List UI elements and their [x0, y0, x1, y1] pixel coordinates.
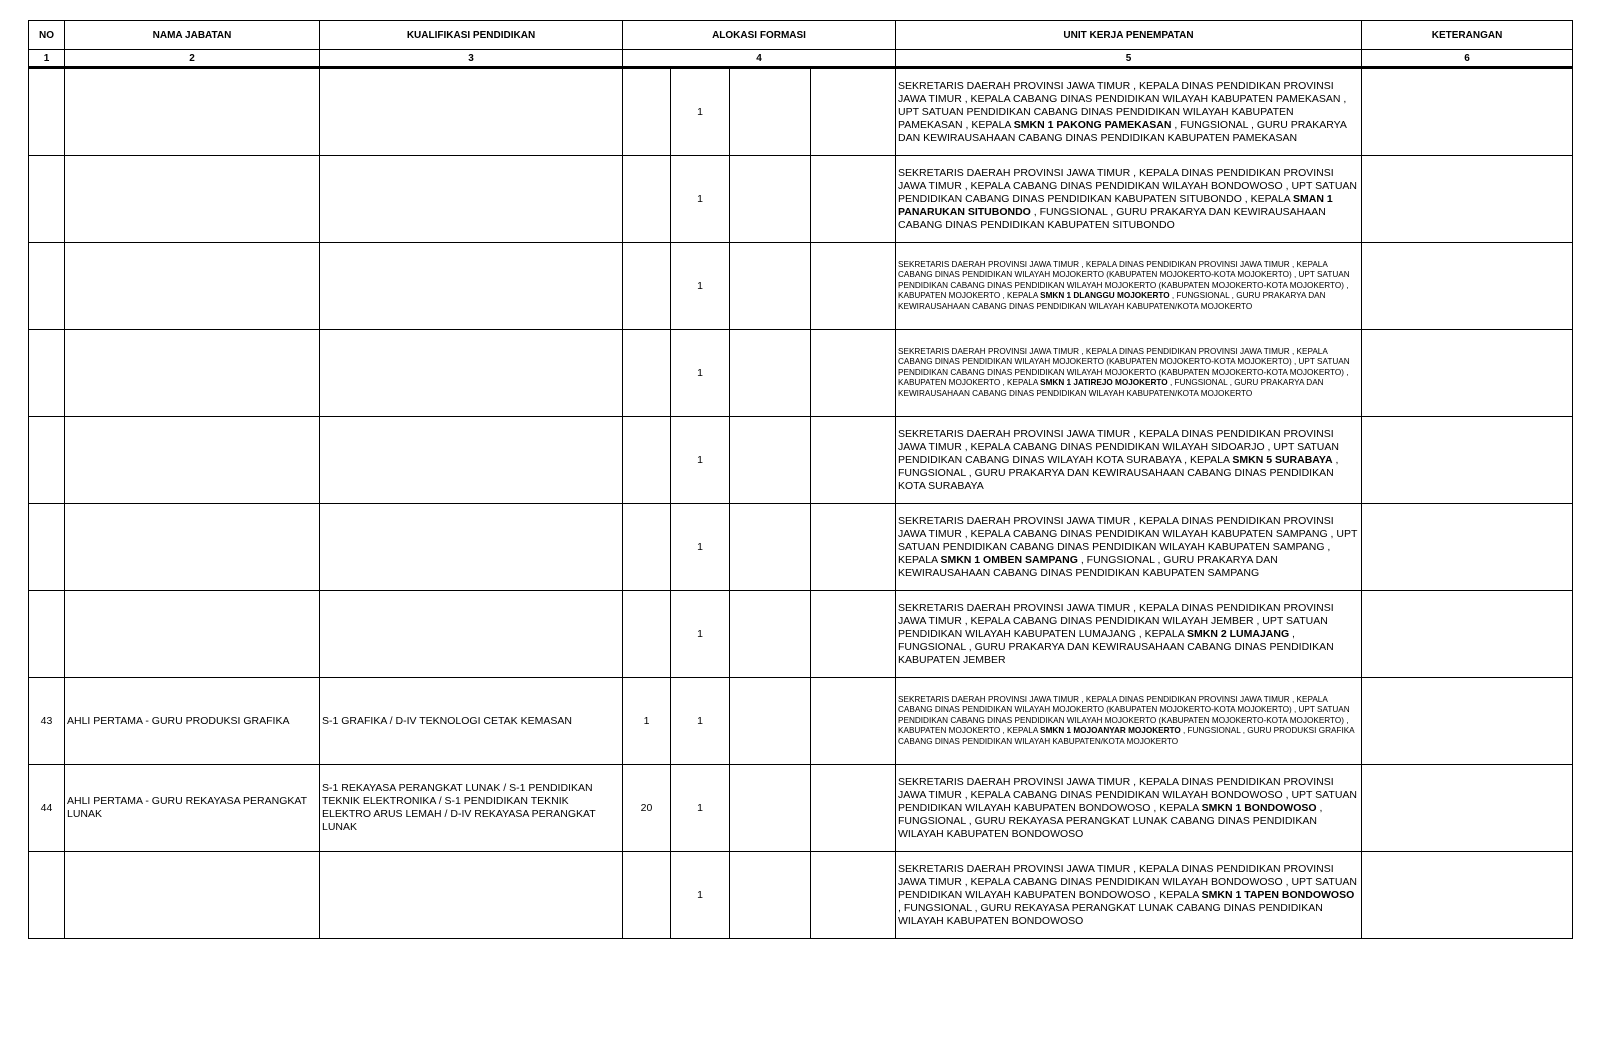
- column-number-row: [29, 50, 1573, 68]
- row-no: [29, 156, 65, 243]
- row-empty-cell: [811, 504, 896, 591]
- column-number: 5: [896, 50, 1362, 68]
- row-no: [29, 417, 65, 504]
- row-kualifikasi: S-1 REKAYASA PERANGKAT LUNAK / S-1 PENDIDIKAN TEKNIK ELEKTRONIKA / S-1 PENDIDIKAN TEKNIK ELEKTRO ARUS LEMAH / D-IV REKAYASA PERANGKAT LUNAK: [320, 765, 623, 852]
- row-alokasi: 1: [671, 852, 730, 939]
- unit-text: , FUNGSIONAL , GURU PRAKARYA DAN KEWIRAUSAHAAN CABANG DINAS PENDIDIKAN KABUPATEN JEMBER: [898, 627, 1334, 666]
- row-total-formasi: [623, 156, 671, 243]
- row-jabatan: [65, 591, 320, 678]
- row-empty-cell: [811, 330, 896, 417]
- unit-text: , FUNGSIONAL , GURU PRODUKSI GRAFIKA CABANG DINAS PENDIDIKAN WILAYAH KABUPATEN/KOTA MOJOKERTO: [898, 726, 1355, 746]
- row-no: [29, 504, 65, 591]
- row-kualifikasi: [320, 243, 623, 330]
- row-kualifikasi: [320, 330, 623, 417]
- column-number: 3: [320, 50, 623, 68]
- row-no: [29, 852, 65, 939]
- row-empty-cell: [811, 678, 896, 765]
- row-empty-cell: [730, 852, 811, 939]
- row-no: 44: [29, 765, 65, 852]
- row-keterangan: [1362, 504, 1573, 591]
- row-unit-kerja: [896, 417, 1362, 504]
- row-kualifikasi: [320, 504, 623, 591]
- header-no: NO: [29, 21, 65, 50]
- row-keterangan: [1362, 591, 1573, 678]
- row-empty-cell: [811, 417, 896, 504]
- unit-text: SEKRETARIS DAERAH PROVINSI JAWA TIMUR , KEPALA DINAS PENDIDIKAN PROVINSI JAWA TIMUR , KEPALA CABANG DINAS PENDIDIKAN WILAYAH BONDOWOSO , UPT SATUAN PENDIDIKAN WILAYAH KABUPATEN BONDOWOSO , KEPALA: [898, 775, 1357, 814]
- row-jabatan: AHLI PERTAMA - GURU PRODUKSI GRAFIKA: [65, 678, 320, 765]
- row-unit-kerja: [896, 156, 1362, 243]
- row-empty-cell: [730, 156, 811, 243]
- unit-text: , FUNGSIONAL , GURU PRAKARYA DAN KEWIRAUSAHAAN CABANG DINAS PENDIDIKAN WILAYAH KABUPATEN/KOTA MOJOKERTO: [898, 378, 1324, 398]
- row-unit-kerja: [896, 68, 1362, 156]
- row-empty-cell: [811, 68, 896, 156]
- column-number: 2: [65, 50, 320, 68]
- unit-text: , FUNGSIONAL , GURU REKAYASA PERANGKAT LUNAK CABANG DINAS PENDIDIKAN WILAYAH KABUPATEN BONDOWOSO: [898, 801, 1323, 840]
- unit-text: SEKRETARIS DAERAH PROVINSI JAWA TIMUR , KEPALA DINAS PENDIDIKAN PROVINSI JAWA TIMUR , KEPALA CABANG DINAS PENDIDIKAN WILAYAH SIDOARJO , UPT SATUAN PENDIDIKAN CABANG DINAS WILAYAH KOTA SURABAYA , KEPALA: [898, 427, 1339, 466]
- row-alokasi: 1: [671, 504, 730, 591]
- row-no: [29, 330, 65, 417]
- column-number: 6: [1362, 50, 1573, 68]
- row-alokasi: 1: [671, 591, 730, 678]
- row-alokasi: 1: [671, 156, 730, 243]
- row-alokasi: 1: [671, 678, 730, 765]
- row-unit-kerja: [896, 591, 1362, 678]
- row-alokasi: 1: [671, 243, 730, 330]
- row-jabatan: [65, 852, 320, 939]
- row-alokasi: 1: [671, 417, 730, 504]
- row-empty-cell: [811, 156, 896, 243]
- row-empty-cell: [730, 591, 811, 678]
- row-kualifikasi: S-1 GRAFIKA / D-IV TEKNOLOGI CETAK KEMASAN: [320, 678, 623, 765]
- unit-text: , FUNGSIONAL , GURU PRAKARYA DAN KEWIRAUSAHAAN CABANG DINAS PENDIDIKAN KABUPATEN SITUBONDO: [898, 205, 1326, 231]
- row-kualifikasi: [320, 591, 623, 678]
- table-row: [29, 678, 1573, 765]
- row-empty-cell: [811, 765, 896, 852]
- header-row: [29, 21, 1573, 50]
- row-alokasi: 1: [671, 68, 730, 156]
- row-kualifikasi: [320, 68, 623, 156]
- row-jabatan: [65, 68, 320, 156]
- row-keterangan: [1362, 330, 1573, 417]
- column-number: 4: [623, 50, 896, 68]
- table-row: [29, 504, 1573, 591]
- unit-text: SEKRETARIS DAERAH PROVINSI JAWA TIMUR , KEPALA DINAS PENDIDIKAN PROVINSI JAWA TIMUR , KEPALA CABANG DINAS PENDIDIKAN WILAYAH KABUPATEN PAMEKASAN , UPT SATUAN PENDIDIKAN CABANG DINAS PENDIDIKAN WILAYAH KABUPATEN PAMEKASAN , KEPALA: [898, 79, 1347, 131]
- row-unit-kerja: [896, 678, 1362, 765]
- school-name: SMKN 1 DLANGGU MOJOKERTO: [1040, 291, 1170, 301]
- column-number: 1: [29, 50, 65, 68]
- row-kualifikasi: [320, 852, 623, 939]
- row-empty-cell: [730, 68, 811, 156]
- unit-text: SEKRETARIS DAERAH PROVINSI JAWA TIMUR , KEPALA DINAS PENDIDIKAN PROVINSI JAWA TIMUR , KEPALA CABANG DINAS PENDIDIKAN WILAYAH KABUPATEN SAMPANG , UPT SATUAN PENDIDIKAN CABANG DINAS PENDIDIKAN WILAYAH KABUPATEN SAMPANG , KEPALA: [898, 514, 1358, 566]
- row-no: [29, 591, 65, 678]
- table-row: [29, 417, 1573, 504]
- school-name: SMKN 1 TAPEN BONDOWOSO: [1201, 888, 1355, 901]
- unit-text: SEKRETARIS DAERAH PROVINSI JAWA TIMUR , KEPALA DINAS PENDIDIKAN PROVINSI JAWA TIMUR , KEPALA CABANG DINAS PENDIDIKAN WILAYAH MOJOKERTO (KABUPATEN MOJOKERTO-KOTA MOJOKERTO) , UPT SATUAN PENDIDIKAN CABANG DINAS PENDIDIKAN WILAYAH MOJOKERTO (KABUPATEN MOJOKERTO-KOTA MOJOKERTO) , KABUPATEN MOJOKERTO , KEPALA: [898, 694, 1350, 736]
- row-total-formasi: 20: [623, 765, 671, 852]
- table-row: [29, 156, 1573, 243]
- row-jabatan: [65, 156, 320, 243]
- row-empty-cell: [730, 417, 811, 504]
- school-name: SMAN 1 PANARUKAN SITUBONDO: [898, 192, 1333, 218]
- row-no: 43: [29, 678, 65, 765]
- unit-text: SEKRETARIS DAERAH PROVINSI JAWA TIMUR , KEPALA DINAS PENDIDIKAN PROVINSI JAWA TIMUR , KEPALA CABANG DINAS PENDIDIKAN WILAYAH BONDOWOSO , UPT SATUAN PENDIDIKAN CABANG DINAS PENDIDIKAN KABUPATEN SITUBONDO , KEPALA: [898, 166, 1357, 205]
- school-name: SMKN 1 MOJOANYAR MOJOKERTO: [1040, 726, 1181, 736]
- row-empty-cell: [730, 243, 811, 330]
- school-name: SMKN 2 LUMAJANG: [1187, 627, 1290, 640]
- row-empty-cell: [730, 765, 811, 852]
- school-name: SMKN 1 JATIREJO MOJOKERTO: [1040, 378, 1168, 388]
- row-total-formasi: [623, 330, 671, 417]
- table-row: [29, 330, 1573, 417]
- row-total-formasi: [623, 504, 671, 591]
- row-unit-kerja: [896, 330, 1362, 417]
- row-total-formasi: [623, 68, 671, 156]
- school-name: SMKN 1 OMBEN SAMPANG: [940, 553, 1078, 566]
- unit-text: SEKRETARIS DAERAH PROVINSI JAWA TIMUR , KEPALA DINAS PENDIDIKAN PROVINSI JAWA TIMUR , KEPALA CABANG DINAS PENDIDIKAN WILAYAH MOJOKERTO (KABUPATEN MOJOKERTO-KOTA MOJOKERTO) , UPT SATUAN PENDIDIKAN CABANG DINAS PENDIDIKAN WILAYAH MOJOKERTO (KABUPATEN MOJOKERTO-KOTA MOJOKERTO) , KABUPATEN MOJOKERTO , KEPALA: [898, 259, 1350, 301]
- row-empty-cell: [811, 243, 896, 330]
- unit-text: , FUNGSIONAL , GURU PRAKARYA DAN KEWIRAUSAHAAN CABANG DINAS PENDIDIKAN KOTA SURABAYA: [898, 453, 1339, 492]
- row-unit-kerja: [896, 504, 1362, 591]
- table-row: [29, 243, 1573, 330]
- row-keterangan: [1362, 852, 1573, 939]
- row-keterangan: [1362, 243, 1573, 330]
- header-alokasi-formasi: ALOKASI FORMASI: [623, 21, 896, 50]
- formasi-table: [28, 20, 1573, 939]
- school-name: SMKN 1 BONDOWOSO: [1201, 801, 1317, 814]
- row-keterangan: [1362, 156, 1573, 243]
- unit-text: SEKRETARIS DAERAH PROVINSI JAWA TIMUR , KEPALA DINAS PENDIDIKAN PROVINSI JAWA TIMUR , KEPALA CABANG DINAS PENDIDIKAN WILAYAH JEMBER , UPT SATUAN PENDIDIKAN WILAYAH KABUPATEN LUMAJANG , KEPALA: [898, 601, 1334, 640]
- table-row: [29, 591, 1573, 678]
- header-keterangan: KETERANGAN: [1362, 21, 1573, 50]
- row-total-formasi: [623, 591, 671, 678]
- school-name: SMKN 1 PAKONG PAMEKASAN: [1013, 118, 1172, 131]
- school-name: SMKN 5 SURABAYA: [1232, 453, 1333, 466]
- row-empty-cell: [811, 591, 896, 678]
- unit-text: SEKRETARIS DAERAH PROVINSI JAWA TIMUR , KEPALA DINAS PENDIDIKAN PROVINSI JAWA TIMUR , KEPALA CABANG DINAS PENDIDIKAN WILAYAH BONDOWOSO , UPT SATUAN PENDIDIKAN WILAYAH KABUPATEN BONDOWOSO , KEPALA: [898, 862, 1357, 901]
- header-unit-kerja: UNIT KERJA PENEMPATAN: [896, 21, 1362, 50]
- row-total-formasi: 1: [623, 678, 671, 765]
- row-total-formasi: [623, 417, 671, 504]
- row-alokasi: 1: [671, 765, 730, 852]
- row-kualifikasi: [320, 156, 623, 243]
- row-jabatan: [65, 243, 320, 330]
- row-empty-cell: [811, 852, 896, 939]
- row-total-formasi: [623, 852, 671, 939]
- unit-text: SEKRETARIS DAERAH PROVINSI JAWA TIMUR , KEPALA DINAS PENDIDIKAN PROVINSI JAWA TIMUR , KEPALA CABANG DINAS PENDIDIKAN WILAYAH MOJOKERTO (KABUPATEN MOJOKERTO-KOTA MOJOKERTO) , UPT SATUAN PENDIDIKAN CABANG DINAS PENDIDIKAN WILAYAH MOJOKERTO (KABUPATEN MOJOKERTO-KOTA MOJOKERTO) , KABUPATEN MOJOKERTO , KEPALA: [898, 346, 1350, 388]
- row-no: [29, 243, 65, 330]
- unit-text: , FUNGSIONAL , GURU PRAKARYA DAN KEWIRAUSAHAAN CABANG DINAS PENDIDIKAN KABUPATEN SAMPANG: [898, 553, 1278, 579]
- row-unit-kerja: [896, 243, 1362, 330]
- row-alokasi: 1: [671, 330, 730, 417]
- row-unit-kerja: [896, 765, 1362, 852]
- row-keterangan: [1362, 417, 1573, 504]
- row-empty-cell: [730, 504, 811, 591]
- row-jabatan: [65, 417, 320, 504]
- table-row: [29, 68, 1573, 156]
- row-jabatan: [65, 504, 320, 591]
- header-kualifikasi: KUALIFIKASI PENDIDIKAN: [320, 21, 623, 50]
- row-no: [29, 68, 65, 156]
- row-keterangan: [1362, 678, 1573, 765]
- header-nama-jabatan: NAMA JABATAN: [65, 21, 320, 50]
- row-kualifikasi: [320, 417, 623, 504]
- unit-text: , FUNGSIONAL , GURU PRAKARYA DAN KEWIRAUSAHAAN CABANG DINAS PENDIDIKAN KABUPATEN PAMEKASAN: [898, 118, 1347, 144]
- row-unit-kerja: [896, 852, 1362, 939]
- row-jabatan: [65, 330, 320, 417]
- row-empty-cell: [730, 330, 811, 417]
- row-keterangan: [1362, 765, 1573, 852]
- row-empty-cell: [730, 678, 811, 765]
- row-total-formasi: [623, 243, 671, 330]
- table-row: [29, 765, 1573, 852]
- row-keterangan: [1362, 68, 1573, 156]
- unit-text: , FUNGSIONAL , GURU REKAYASA PERANGKAT LUNAK CABANG DINAS PENDIDIKAN WILAYAH KABUPATEN BONDOWOSO: [898, 901, 1323, 927]
- table-row: [29, 852, 1573, 939]
- unit-text: , FUNGSIONAL , GURU PRAKARYA DAN KEWIRAUSAHAAN CABANG DINAS PENDIDIKAN WILAYAH KABUPATEN/KOTA MOJOKERTO: [898, 291, 1326, 311]
- row-jabatan: AHLI PERTAMA - GURU REKAYASA PERANGKAT LUNAK: [65, 765, 320, 852]
